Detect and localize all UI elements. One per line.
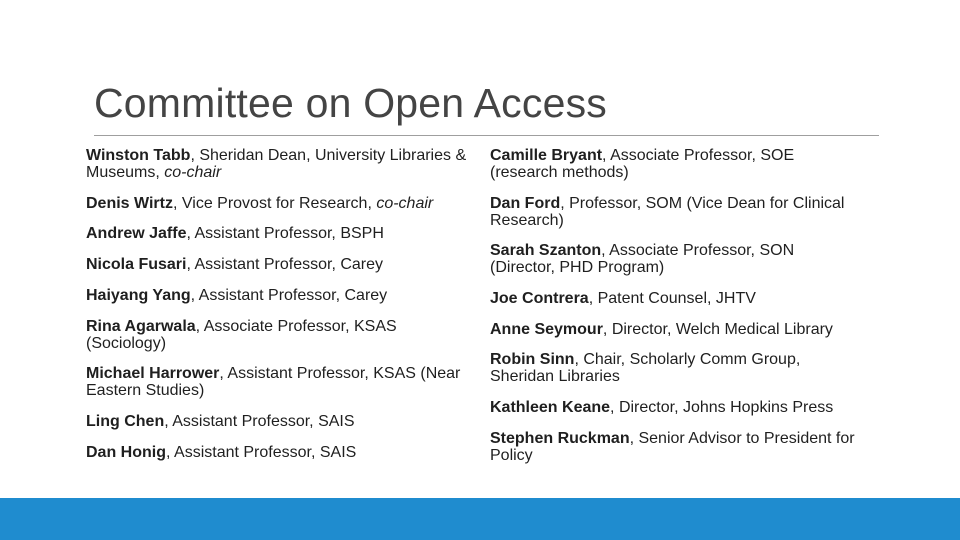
member-separator: ,: [610, 399, 619, 416]
member-role: Associate Professor, SON (Director, PHD Program): [490, 242, 795, 276]
member-entry: [86, 256, 476, 273]
member-name: Dan Ford: [490, 195, 561, 212]
member-name: Rina Agarwala: [86, 318, 196, 335]
member-name: Denis Wirtz: [86, 195, 173, 212]
member-entry: [86, 147, 476, 181]
member-name: Joe Contrera: [490, 290, 589, 307]
member-name: Winston Tabb: [86, 147, 191, 164]
member-entry: [86, 365, 466, 399]
member-entry: [490, 195, 850, 229]
member-separator: ,: [219, 365, 228, 382]
member-role: Director, Welch Medical Library: [611, 321, 833, 338]
member-role: Director, Johns Hopkins Press: [618, 399, 834, 416]
member-name: Sarah Szanton: [490, 242, 602, 259]
member-name: Robin Sinn: [490, 351, 575, 368]
member-entry: [490, 351, 860, 385]
member-name: Stephen Ruckman: [490, 430, 630, 447]
member-entry: [86, 287, 476, 304]
member-role: Assistant Professor, Carey: [198, 287, 388, 304]
member-name: Kathleen Keane: [490, 399, 611, 416]
member-separator: ,: [190, 287, 199, 304]
member-name: Nicola Fusari: [86, 256, 187, 273]
member-role-italic: co-chair: [164, 164, 222, 181]
member-role: Assistant Professor, SAIS: [172, 413, 355, 430]
member-role: Associate Professor, SOE (research methods): [490, 147, 795, 181]
member-role: Vice Provost for Research,: [181, 195, 377, 212]
member-role: Patent Counsel, JHTV: [597, 290, 756, 307]
member-name: Anne Seymour: [490, 321, 603, 338]
member-role-italic: co-chair: [376, 195, 434, 212]
member-role: Assistant Professor, KSAS (Near Eastern Studies): [86, 365, 461, 399]
member-separator: ,: [629, 430, 639, 447]
member-name: Ling Chen: [86, 413, 165, 430]
footer-bar: [0, 498, 960, 540]
member-role: Professor, SOM (Vice Dean for Clinical Research): [490, 195, 845, 229]
member-separator: ,: [602, 321, 612, 338]
member-entry: [490, 321, 900, 338]
member-separator: ,: [601, 242, 610, 259]
member-separator: ,: [166, 444, 175, 461]
slide-title: Committee on Open Access: [94, 80, 607, 126]
member-role: Assistant Professor, BSPH: [194, 225, 384, 242]
member-role: Chair, Scholarly Comm Group, Sheridan Libraries: [490, 351, 801, 385]
member-name: Dan Honig: [86, 444, 166, 461]
title-divider: [94, 135, 879, 136]
member-separator: ,: [164, 413, 173, 430]
member-role: Assistant Professor, SAIS: [174, 444, 357, 461]
member-entry: [490, 290, 890, 307]
member-separator: ,: [574, 351, 584, 368]
member-separator: ,: [602, 147, 611, 164]
member-separator: ,: [195, 318, 204, 335]
member-name: Andrew Jaffe: [86, 225, 187, 242]
member-separator: ,: [190, 147, 200, 164]
member-separator: ,: [560, 195, 570, 212]
member-name: Camille Bryant: [490, 147, 603, 164]
member-entry: [86, 413, 476, 430]
member-entry: [490, 430, 880, 464]
member-entry: [490, 399, 890, 416]
member-role: Senior Advisor to President for Policy: [490, 430, 855, 464]
member-separator: ,: [588, 290, 598, 307]
member-entry: [86, 225, 476, 242]
member-separator: ,: [186, 225, 195, 242]
member-name: Michael Harrower: [86, 365, 220, 382]
member-role: Associate Professor, KSAS (Sociology): [86, 318, 397, 352]
member-entry: [490, 147, 850, 181]
member-entry: [86, 195, 476, 212]
member-role: Assistant Professor, Carey: [194, 256, 384, 273]
member-separator: ,: [172, 195, 182, 212]
member-separator: ,: [186, 256, 195, 273]
member-entry: [490, 242, 850, 276]
member-entry: [86, 318, 456, 352]
member-role: Sheridan Dean, University Libraries & Museums,: [86, 147, 467, 181]
member-name: Haiyang Yang: [86, 287, 191, 304]
member-entry: [86, 444, 476, 461]
